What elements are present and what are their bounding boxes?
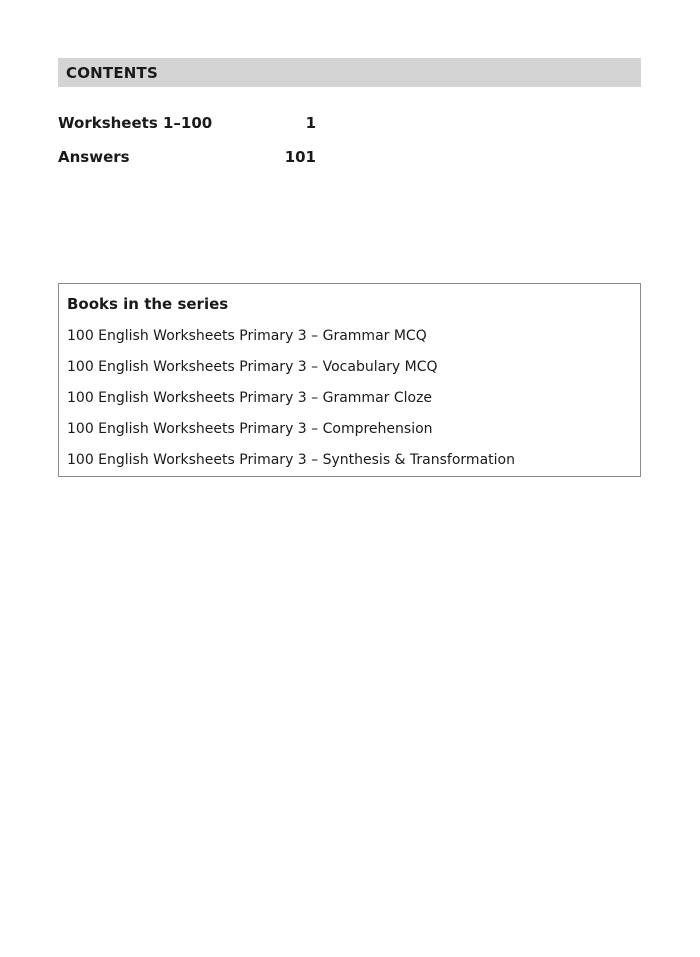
books-in-series-box [58, 283, 641, 477]
contents-heading: CONTENTS [66, 63, 158, 82]
series-book-item: 100 English Worksheets Primary 3 – Grammar MCQ [67, 328, 427, 344]
toc-entry-page: 1 [305, 114, 316, 132]
series-book-item: 100 English Worksheets Primary 3 – Synthesis & Transformation [67, 452, 515, 468]
contents-heading-bar [58, 58, 641, 87]
toc-entry-label: Worksheets 1–100 [58, 114, 213, 132]
series-book-item: 100 English Worksheets Primary 3 – Vocabulary MCQ [67, 359, 438, 375]
toc-entry[interactable] [58, 148, 316, 182]
series-title: Books in the series [67, 295, 229, 313]
toc-entry[interactable] [58, 114, 316, 148]
toc-entry-label: Answers [58, 148, 130, 166]
series-book-item: 100 English Worksheets Primary 3 – Grammar Cloze [67, 390, 433, 406]
table-of-contents [58, 114, 316, 182]
series-book-item: 100 English Worksheets Primary 3 – Comprehension [67, 421, 433, 437]
toc-entry-page: 101 [284, 148, 316, 166]
